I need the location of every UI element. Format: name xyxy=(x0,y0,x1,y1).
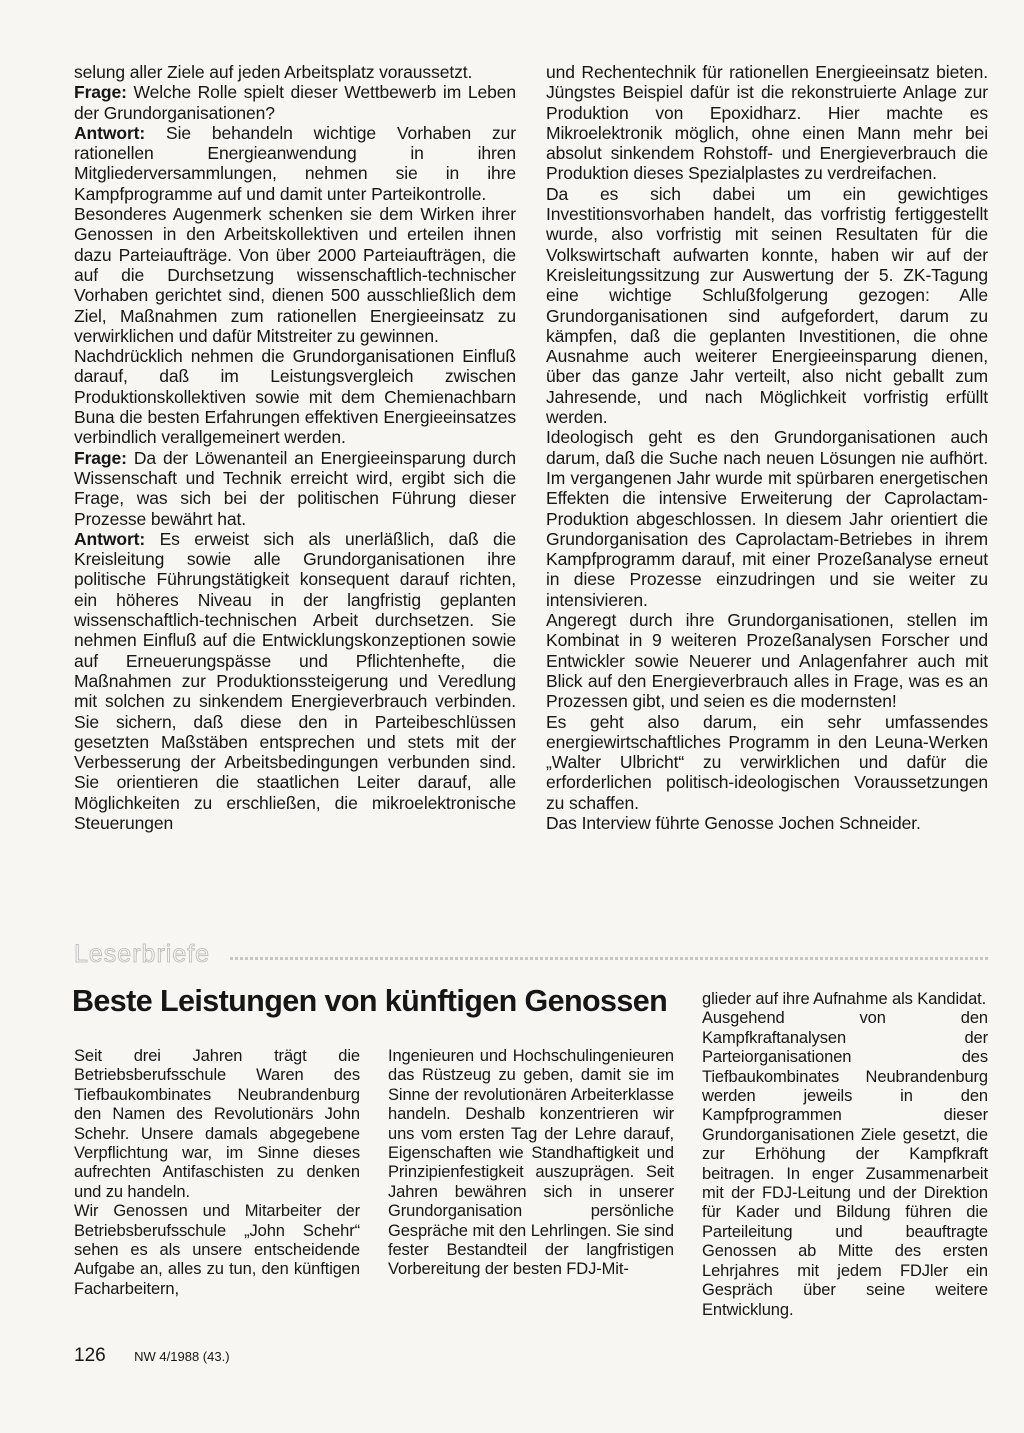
paragraph-text: Es erweist sich als unerläßlich, daß die Kreisleitung sowie alle Grundorganisationen ihre politische Führungstätigkeit konsequent darauf richten, ein höheres Niveau in der langfristig geplanten wissenschaftlich-technischen Arbeit durchsetzen. Sie nehmen Einfluß auf die Entwicklungskonzeptionen sowie auf Erneuerungspässe und Pflichtenhefte, die Maßnahmen zur Produktionssteigerung und Veredlung mit solchen zu sinkendem Energieverbrauch verbinden. Sie sichern, daß diese den in Parteibeschlüssen gesetzten Maßstäben entsprechen und stets mit der Verbesserung der Arbeitsbedingungen verbunden sind. Sie orientieren die staatlichen Leiter darauf, alle Möglichkeiten zu erschließen, die mikroelektronische Steuerungen xyxy=(74,528,517,833)
paragraph xyxy=(74,204,516,346)
page-footer xyxy=(74,1345,230,1367)
issue-reference: NW 4/1988 (43.) xyxy=(134,1349,230,1364)
speaker-label: Frage: xyxy=(74,82,127,103)
paragraph-text: Welche Rolle spielt dieser Wettbewerb im Leben der Grundorganisationen? xyxy=(74,82,516,123)
speaker-label: Frage: xyxy=(74,447,127,468)
paragraph: und Rechentechnik für rationellen Energieeinsatz bieten. Jüngstes Beispiel dafür ist die rekonstruierte Anlage zur Produktion von Epoxidharz. Hier machte es Mikroelektronik möglich, ohne einen Mann mehr bei absolut sinkendem Rohstoff- und Energieverbrauch die Produktion dieses Spezialplastes zu verdreifachen. xyxy=(546,62,988,184)
paragraph xyxy=(74,123,516,204)
paragraph xyxy=(74,82,516,123)
paragraph: glieder auf ihre Aufnahme als Kandidat. xyxy=(702,990,987,1008)
paragraph xyxy=(74,346,516,447)
paragraph: Angeregt durch ihre Grundorganisationen, stellen im Kombinat in 9 weiteren Prozeßanalysen Forscher und Entwickler sowie Neuerer und Anlagenfahrer auch mit Blick auf den Energieverbrauch alles in Frage, was es an Prozessen gibt, und seien es die modernsten! xyxy=(546,610,988,712)
interview-right-column xyxy=(546,62,988,833)
paragraph-text: Besonderes Augenmerk schenken sie dem Wirken ihrer Genossen in den Arbeitskollektiven und erteilen ihnen dazu Parteiaufträge. Von über 2000 Parteiaufträgen, die auf die Durchsetzung wissenschaftlich-technischer Vorhaben gerichtet sind, dienen 500 ausschließlich dem Ziel, Maßnahmen zum rationellen Energieeinsatz zu verwirklichen und dafür Mitstreiter zu gewinnen. xyxy=(74,204,516,346)
paragraph: Ingenieuren und Hochschulingenieuren das Rüstzeug zu geben, damit sie im Sinne der revolutionären Arbeiterklasse handeln. Deshalb konzentrieren wir uns vom ersten Tag der Lehre darauf, Eigenschaften wie Standhaftigkeit und Prinzipienfestigkeit auszuprägen. Seit Jahren bewähren sich in unserer Grundorganisation persönliche Gespräche mit den Lehrlingen. Sie sind fester Bestandteil der langfristigen Vorbereitung der besten FDJ-Mit- xyxy=(388,1047,674,1279)
rubric-divider xyxy=(230,957,988,960)
paragraph-text: Nachdrücklich nehmen die Grundorganisationen Einfluß darauf, daß im Leistungsvergleich zwischen Produktionskollektiven sowie mit dem Chemienachbarn Buna die besten Erfahrungen effektiven Energieeinsatzes verbindlich verallgemeinert werden. xyxy=(74,346,516,448)
section-rubric xyxy=(74,940,988,968)
letter-column-3 xyxy=(702,990,988,1320)
rubric-label: Leserbriefe xyxy=(74,940,211,968)
page-number: 126 xyxy=(74,1345,106,1366)
letter-headline: Beste Leistungen von künftigen Genossen xyxy=(72,984,668,1018)
interview-credit: Das Interview führte Genosse Jochen Schneider. xyxy=(546,812,921,833)
paragraph: Es geht also darum, ein sehr umfassendes energiewirtschaftliches Programm in den Leuna-Werken „Walter Ulbricht“ zu verwirklichen und dafür die erforderlichen politisch-ideologischen Voraussetzungen zu schaffen. xyxy=(546,711,988,813)
paragraph-text: selung aller Ziele auf jeden Arbeitsplatz voraussetzt. xyxy=(74,62,473,82)
letter-column-1 xyxy=(74,1047,360,1299)
paragraph: Wir Genossen und Mitarbeiter der Betriebsberufsschule „John Schehr“ sehen es als unsere entscheidende Aufgabe an, alles zu tun, den künftigen Facharbeitern, xyxy=(74,1202,360,1298)
letter-column-2 xyxy=(388,1047,674,1280)
paragraph-text: Da der Löwenanteil an Energieeinsparung durch Wissenschaft und Technik erreicht wird, ergibt sich die Frage, was sich bei der politischen Führung dieser Prozesse bewährt hat. xyxy=(74,447,516,529)
paragraph: Da es sich dabei um ein gewichtiges Investitionsvorhaben handelt, das vorfristig fertiggestellt wurde, also vorfristig mit seinen Resultaten für die Volkswirtschaft aufwarten konnte, haben wir auf der Kreisleitungssitzung zur Auswertung der 5. ZK-Tagung eine wichtige Schlußfolgerung gezogen: Alle Grundorganisationen sind aufgefordert, darum zu kämpfen, daß die geplanten Investitionen, die ohne Ausnahme auch weiterer Energieeinsparung dienen, über das ganze Jahr verteilt, also nicht geballt zum Jahresende, und nach Möglichkeit vorfristig erfüllt werden. xyxy=(546,183,988,428)
paragraph xyxy=(74,448,516,529)
paragraph-text: Sie behandeln wichtige Vorhaben zur rationellen Energieanwendung in ihren Mitgliederversammlungen, nehmen sie in ihre Kampfprogramme auf und damit unter Parteikontrolle. xyxy=(74,122,516,204)
paragraph: Ideologisch geht es den Grundorganisationen auch darum, daß die Suche nach neuen Lösungen nie aufhört. Im vergangenen Jahr wurde mit spürbaren energetischen Effekten die intensive Erweiterung der Caprolactam-Produktion abgeschlossen. In diesem Jahr orientiert die Grundorganisation des Caprolactam-Betriebes in ihrem Kampfprogramm darauf, mit einer Prozeßanalyse erneut in diese Prozesse einzudringen und sie weiter zu intensivieren. xyxy=(546,427,988,610)
paragraph xyxy=(74,529,516,833)
interview-left-column xyxy=(74,62,516,833)
paragraph: Ausgehend von den Kampfkraftanalysen der Parteiorganisationen des Tiefbaukombinates Neubrandenburg werden jeweils in den Kampfprogrammen dieser Grundorganisationen Ziele gesetzt, die zur Erhöhung der Kampfkraft beitragen. In enger Zusammenarbeit mit der FDJ-Leitung und der Direktion für Kader und Bildung führen die Parteileitung und beauftragte Genossen ab Mitte des ersten Lehrjahres mit jedem FDJler ein Gespräch über seine weitere Entwicklung. xyxy=(702,1009,988,1319)
paragraph xyxy=(74,62,516,82)
paragraph: Seit drei Jahren trägt die Betriebsberufsschule Waren des Tiefbaukombinates Neubrandenburg den Namen des Revolutionärs John Schehr. Unsere damals abgegebene Verpflichtung war, im Sinne dieses aufrechten Antifaschisten zu denken und zu handeln. xyxy=(74,1047,360,1201)
speaker-label: Antwort: xyxy=(74,528,146,549)
speaker-label: Antwort: xyxy=(74,122,146,143)
